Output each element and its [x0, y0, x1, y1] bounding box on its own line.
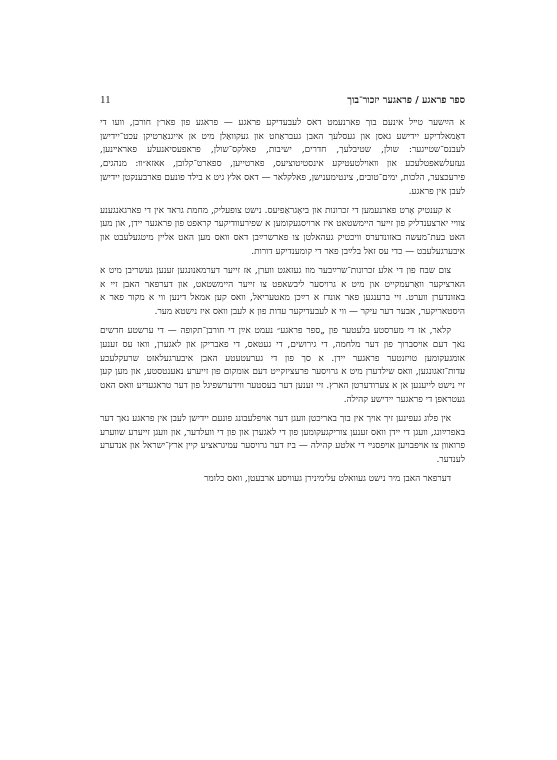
body-text	[100, 117, 465, 493]
paragraph: אין פלוג געפינען זיך אויך אין בוך באריכטן וועגן דער אויפלעבונג פונעם יידישן לעבן אין פראגע נאך דער באפרײַונג, וועגן די יידן וואס זענען צוריקגעקומען פון די לאגערן און פון די וועלדער, און וועגן זייערע שווערע פרואוון צו אויפבויען אויפסניי די אלטע קהילה — ביז דער גרויסער עמיגראציע קיין ארץ־ישראל און אנדערע לענדער.	[100, 414, 465, 466]
paragraph: א קענטיק אָרט פארנעמען די זכרונות און ביאָגראַפיעס. נישט צופעליק, מחמת גראד אין די פארגאנגענע צוויי יארצענדליק פון זייער היימשטאט איז ארויסגעקומען א שפירעוודיקער קראפט פון פראגער יידן, און מען האט בעת־מעשה באזונדערס וויכטיק געהאלטן צו פארשרײַבן דאס וואס מען האט אליין מיטגעלעבט און איבערגעלעבט — כדי עס זאל בלײַבן פאר די קומענדיקע דורות.	[100, 205, 465, 257]
paragraph: דערפאר האבן מיר נישט געוואלט עלימינירן געוויסע ארבעטן, וואס כלומר	[203, 474, 451, 485]
paragraph: קלאר, אז די מערסטע בלעטער פון „ספר פראגע״ נעמט אײַן די חורבן־תקופה — די ערשטע חדשים נאך דעם אויסברוך פון דער מלחמה, די גירושים, די געטאס, די פאבריקן און לאגערן, וואו עס זענען אומגעקומען טויזנטער פראגער יידן. א סך פון די גערעטעטע האבן איבערגעלאזט שרעקלעכע עדות־זאגונגען, וואס שילדערן מיט א גרויסער פרעציזקייט דעם אומקום פון זייערע נאענטסטע, און מען קען זיי נישט לייענען אן א צערודערטן הארץ. זיי זענען דער בעסטער ווידערשפיגל פון דער טראגעדיע וואס האט געטראפן די פראגער יידישע קהילה.	[100, 326, 465, 405]
paragraph: צום שבח פון די אלע זכרונות־שרײַבער מוז געזאגט ווערן, אז זייער דערמאנונגען זענען געשריבן מיט א הארציקער וואַרעמקייט און מיט א גרויסער ליבשאפט צו זייער היימשטאט, און דערפאר האבן זיי א באזונדערן ווערט. זיי ברענגען פאר אונדז א רײַכן מאטעריאל, וואס קען אמאל דינען ווי א מקור פאר א היסטאריקער, אבער דער עיקר — ווי א לעבעדיקער עדות פון א לעבן וואס איז נישטא מער.	[100, 266, 465, 318]
paragraph: א הײַשער טײל אינעם בוך פארנעמט דאס לעבעדיקע פראגע — פראגע פון פאר׳ן חורבן, וועו די דאַמאלדיקע יידישע גאסן און געסלעך האבן געבראַוזט און געקוואַלן מיט אן אייגנאַרטיקן עכט־יידישן לעבנס־שטײגער: שולן, שטיבלעך, חדרים, ישיבות, פאלקס־שולן, פראפעסיאנעלע פאראײנען, געזעלשאפטלעכע און װאוילטעטיקע אינסטיטוציעס, פארטייען, ספארט־קלובן, אאזא״װ: מנהגים, פירעכצער, הלכות, ימים־טובים, צינטימענישן, פאלקלאר — דאס אלץ גיט א בילד פונעם פארבענקטן יידישן לעבן אין פראגע.	[100, 118, 465, 197]
page-header	[100, 90, 465, 106]
page-number: 11	[100, 94, 111, 106]
running-title: ספר פראגע / פראגער יזכור־בוך	[347, 95, 465, 106]
